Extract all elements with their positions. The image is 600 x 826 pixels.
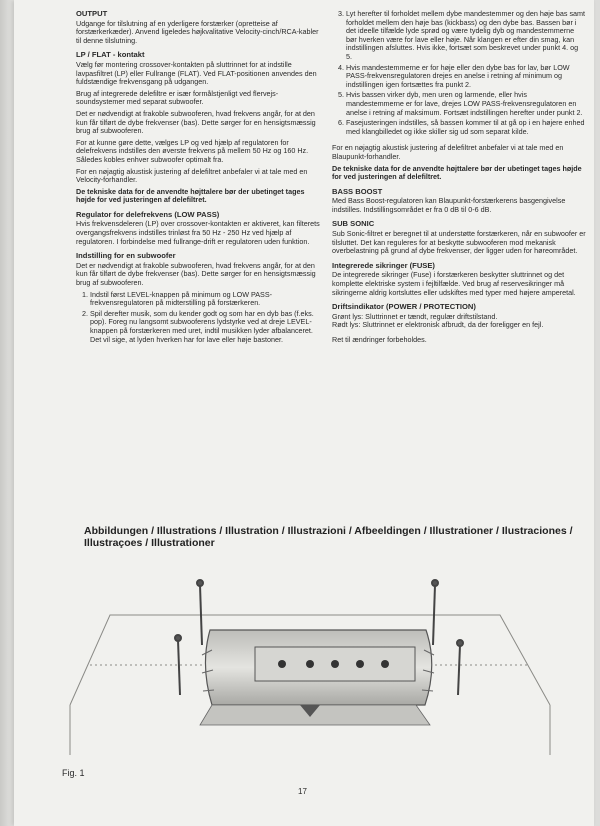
dealer-note: For en nøjagtig akustisk justering af delefiltret anbefaler vi at tale med en Blaupunkt-forhandler.	[332, 143, 564, 161]
output-text: Udgange for tilslutning af en yderligere forstærker (opretteise af forstærkerkæder). Anvend ligeledes højkvalitative Velocity-cinch/RCA-kabler til denne tilslutning.	[76, 18, 319, 45]
sub-sonic-text: Sub Sonic-filtret er beregnet til at understøtte forstærkeren, når en subwoofer er tilsluttet. Det kan reguleres for at beskytte subwooferen mod mekanisk overbelastning på grund af dybe frekvenser, der ligger uden for høreområdet.	[332, 229, 586, 256]
changes-reserved: Ret til ændringer forbeholdes.	[332, 335, 427, 344]
figure-label: Fig. 1	[62, 768, 85, 778]
regulator-text: Hvis frekvensdeleren (LP) over crossover-kontakten er aktiveret, kan filterets overgangsfrekvens indstilles trinløst fra 50 Hz - 250 Hz ved hjælp af regulatoren. I forbindelse med fullrange-drift er regulatoren uden funktion.	[76, 219, 320, 246]
power-red: Rødt lys: Sluttrinnet er elektronisk afbrudt, da der foreligger en fejl.	[332, 320, 544, 330]
subwoofer-text: Det er nødvendigt at frakoble subwooferen, hvad frekvens angår, for at den kun får tilført de dybe frekvenser (bas). Dette sørger for en hensigtsmæssig brug af subwooferen.	[76, 260, 316, 288]
lp-flat-paragraph: Vælg før montering crossover-kontakten på sluttrinnet for at indstille lavpasfiltret (LP) eller Fullrange (FLAT). Ved FLAT-positionen anvendes den fuldstændige frekvensgang på udgangen.	[76, 59, 317, 87]
bass-boost-text: Med Bass Boost-regulatoren kan Blaupunkt-forstærkerens basgengivelse indstilles. Indstillingsområdet er fra 0 dB til 0-6 dB.	[332, 196, 566, 214]
lp-flat-paragraph: For en nøjagtig akustisk justering af delefiltret anbefaler vi at tale med en Velocity-forhandler.	[76, 166, 308, 185]
screw-icon	[432, 580, 438, 645]
screw-icon	[457, 640, 463, 695]
right-bold-note: De tekniske data for de anvendte højttalere bør der ubetinget tages højde for ved justeringen af delefiltret.	[332, 163, 582, 182]
subwoofer-heading: Indstilling for en subwoofer	[76, 251, 176, 261]
page-binding	[0, 0, 14, 826]
continued-step: 6. Fasejusteringen indstilles, så bassen kommer til at gå op i en højere enhed med klangbilledet og ikke skiller sig ud som separat kilde.	[346, 119, 586, 136]
figure-heading: Abbildungen / Illustrations / Illustration / Illustrazioni / Afbeeldingen / Illustrationer / Ilustraciones / Illustraçoes / Illustrationer	[84, 525, 573, 549]
regulator-heading: Regulator for delefrekvens (LOW PASS)	[76, 209, 220, 219]
subwoofer-step: 1. Indstil først LEVEL-knappen på minimum og LOW PASS-frekvensregulatoren på midterstilling på forstærkeren.	[90, 291, 324, 308]
subwoofer-step: 2. Spil derefter musik, som du kender godt og som har en dyb bas (f.eks. pop). Foreg nu langsomt subwooferens lydstyrke ved at dreje LEVEL-knappen på forstærkeren med uret, indtil musikken lyder afbalanceret. Det vil sige, at lyden hverken har for lave eller høje bastoner.	[90, 310, 324, 344]
right-column	[332, 10, 586, 348]
fuse-text: De integrerede sikringer (Fuse) i forstærkeren beskytter sluttrinnet og det komplette elektriske system i fejltilfælde. Ved brug af reservesikringer må sikringerne aldrig kortsluttes eller udskiftes med typer med højere amperetal.	[332, 270, 576, 297]
sub-sonic-heading: SUB SONIC	[332, 219, 375, 229]
lp-flat-paragraph: Det er nødvendigt at frakoble subwooferen, hvad frekvens angår, for at den kun får tilført de dybe frekvenser (bas). Dette sørger for en hensigtsmæssig brug af subwooferen.	[76, 108, 316, 136]
page-number: 17	[298, 787, 307, 796]
lp-flat-paragraph: For at kunne gøre dette, vælges LP og ved hjælp af regulatoren for delefrekvens indstilles den øverste frekvens på mellem 50 Hz og 160 Hz. Således kobles enhver subwoofer optimalt fra.	[76, 137, 309, 164]
continued-step: 5. Hvis bassen virker dyb, men uren og larmende, eller hvis mandestemmerne er for lave, drejes LOW PASS-frekvensregulatoren en anelse i retning af maksimum. Fortsæt indstillingen herefter under punkt 2.	[346, 91, 586, 117]
lp-flat-heading: LP / FLAT - kontakt	[76, 50, 145, 60]
output-heading: OUTPUT	[76, 9, 108, 18]
continued-step: 4. Hvis mandestemmerne er for høje eller den dybe bas for lav, bør LOW PASS-frekvensregulatoren drejes en anelse i retning af minimum og indstillingen igen fortsættes fra punkt 2.	[346, 64, 586, 90]
power-heading: Driftsindikator (POWER / PROTECTION)	[332, 302, 476, 312]
screw-icon	[197, 580, 203, 645]
lp-flat-paragraph: Brug af integrerede delefiltre er især formålstjenligt ved flervejs-soundsystemer med separat subwoofer.	[76, 88, 279, 107]
amplifier-illustration	[30, 555, 570, 770]
left-column	[76, 10, 324, 347]
continued-step: 3. Lyt herefter til forholdet mellem dybe mandestemmer og den høje bas samt forholdet mellem den høje bas (kickbass) og den dybe bas. Bassen bør i det ideelle tilfælde lyde sprød og være tydelig dyb og mandestemmerne bør hverken være for lave eller høje. Når klangen er efter din smag, kan indstillingen afsluttes. Hvis ikke, fortsæt som beskrevet under punkt 4. og 5.	[346, 10, 586, 62]
continued-steps	[332, 10, 586, 136]
power-green: Grønt lys: Sluttrinnet er tændt, regulær driftstilstand.	[332, 311, 498, 321]
bass-boost-heading: BASS BOOST	[332, 186, 383, 196]
amplifier-body	[200, 630, 432, 725]
subwoofer-steps	[76, 291, 324, 345]
fuse-heading: Integrerede sikringer (FUSE)	[332, 260, 435, 270]
lp-flat-bold-note: De tekniske data for de anvendte højttalere bør der ubetinget tages højde for ved justeringen af delefiltret.	[76, 186, 305, 205]
